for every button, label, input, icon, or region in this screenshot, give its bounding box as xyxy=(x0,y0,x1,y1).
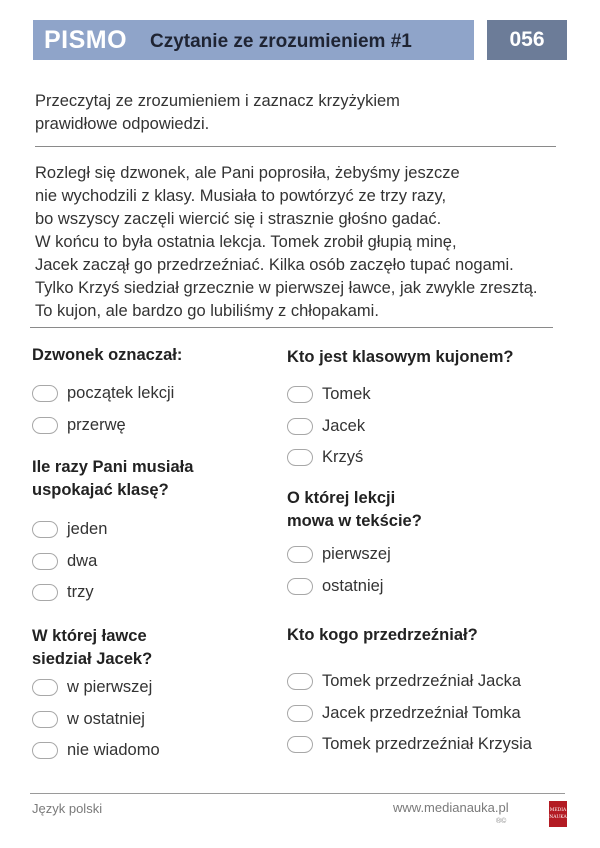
question-doorbell xyxy=(32,344,272,441)
answer-option[interactable] xyxy=(32,704,272,736)
answer-label: przerwę xyxy=(67,415,126,434)
answer-label: początek lekcji xyxy=(67,384,175,403)
answer-checkbox[interactable] xyxy=(287,673,313,690)
answer-checkbox[interactable] xyxy=(32,584,58,601)
answer-options xyxy=(32,378,272,441)
footer-subject: Język polski xyxy=(32,801,103,816)
answer-options xyxy=(287,539,567,602)
question-which-desk xyxy=(32,625,272,767)
question-title-line: uspokajać klasę? xyxy=(32,481,169,499)
answer-checkbox[interactable] xyxy=(32,417,58,434)
answer-option[interactable] xyxy=(32,514,272,546)
answer-options xyxy=(32,514,272,609)
answer-label: Jacek xyxy=(322,416,366,435)
answer-option[interactable] xyxy=(287,539,567,571)
answer-options xyxy=(287,379,567,474)
medianauka-logo xyxy=(549,801,567,827)
story-text xyxy=(35,162,575,323)
answer-options xyxy=(287,666,567,761)
logo-text-line: MEDIA xyxy=(549,808,567,813)
answer-label: w pierwszej xyxy=(67,678,153,697)
story-line: nie wychodzili z klasy. Musiała to powtórzyć ze trzy razy, xyxy=(35,187,447,205)
answer-checkbox[interactable] xyxy=(287,418,313,435)
story-line: bo wszyscy zaczęli wiercić się i strasznie głośno gadać. xyxy=(35,210,442,228)
answer-option[interactable] xyxy=(32,546,272,578)
story-line: Rozległ się dzwonek, ale Pani poprosiła, żebyśmy jeszcze xyxy=(35,164,460,182)
question-title xyxy=(287,487,567,533)
story-line: W końcu to była ostatnia lekcja. Tomek zrobił głupią minę, xyxy=(35,233,457,251)
answer-checkbox[interactable] xyxy=(287,546,313,563)
question-title-line: Kto kogo przedrzeźniał? xyxy=(287,626,478,644)
answer-label: Tomek przedrzeźniał Jacka xyxy=(322,672,521,691)
story-line: Jacek zaczął go przedrzeźniać. Kilka osób zaczęło tupać nogami. xyxy=(35,256,514,274)
answer-label: Tomek przedrzeźniał Krzysia xyxy=(322,735,532,754)
footer-registered-mark: ®© xyxy=(496,818,507,825)
answer-options xyxy=(32,672,272,767)
answer-option[interactable] xyxy=(287,698,567,730)
question-who-mocked-whom xyxy=(287,624,567,761)
question-title-line: O której lekcji xyxy=(287,489,396,507)
story-line: Tylko Krzyś siedział grzecznie w pierwszej ławce, jak zwykle zresztą. xyxy=(35,279,538,297)
question-title xyxy=(287,346,567,369)
header-bar xyxy=(33,20,474,60)
answer-label: Jacek przedrzeźniał Tomka xyxy=(322,703,521,722)
answer-option[interactable] xyxy=(287,666,567,698)
worksheet-number: 056 xyxy=(487,20,567,60)
footer-divider xyxy=(30,793,565,794)
answer-checkbox[interactable] xyxy=(32,742,58,759)
answer-option[interactable] xyxy=(287,442,567,474)
answer-checkbox[interactable] xyxy=(287,578,313,595)
answer-label: pierwszej xyxy=(322,545,391,564)
divider xyxy=(35,146,556,147)
question-title xyxy=(32,456,272,502)
answer-label: ostatniej xyxy=(322,576,384,595)
question-who-is-nerd xyxy=(287,346,567,474)
answer-option[interactable] xyxy=(287,379,567,411)
answer-checkbox[interactable] xyxy=(287,386,313,403)
story-line: To kujon, ale bardzo go lubiliśmy z chłopakami. xyxy=(35,302,379,320)
question-title-line: W której ławce xyxy=(32,627,147,645)
question-title xyxy=(32,344,272,367)
question-title-line: Kto jest klasowym kujonem? xyxy=(287,348,514,366)
subject-label: PISMO xyxy=(44,26,128,54)
answer-option[interactable] xyxy=(32,410,272,442)
instructions xyxy=(35,90,555,136)
answer-label: Krzyś xyxy=(322,448,364,467)
answer-checkbox[interactable] xyxy=(32,711,58,728)
answer-label: trzy xyxy=(67,583,94,602)
question-how-many-times xyxy=(32,456,272,609)
answer-option[interactable] xyxy=(287,571,567,603)
answer-label: nie wiadomo xyxy=(67,741,160,760)
question-title-line: siedział Jacek? xyxy=(32,650,153,668)
answer-label: Tomek xyxy=(322,385,371,404)
question-which-lesson xyxy=(287,487,567,602)
instructions-line: prawidłowe odpowiedzi. xyxy=(35,115,210,133)
answer-checkbox[interactable] xyxy=(287,736,313,753)
question-title-line: Dzwonek oznaczał: xyxy=(32,346,183,364)
question-title-line: mowa w tekście? xyxy=(287,512,422,530)
answer-option[interactable] xyxy=(287,411,567,443)
footer-url-link[interactable]: www.medianauka.pl xyxy=(393,800,509,815)
question-title xyxy=(32,625,272,671)
divider xyxy=(30,327,553,328)
answer-checkbox[interactable] xyxy=(287,705,313,722)
worksheet-title: Czytanie ze zrozumieniem #1 xyxy=(150,31,412,52)
question-title-line: Ile razy Pani musiała xyxy=(32,458,194,476)
answer-option[interactable] xyxy=(32,378,272,410)
logo-text-line: NAUKA xyxy=(549,815,567,820)
answer-checkbox[interactable] xyxy=(32,521,58,538)
answer-checkbox[interactable] xyxy=(287,449,313,466)
answer-label: dwa xyxy=(67,551,98,570)
answer-option[interactable] xyxy=(287,729,567,761)
answer-label: jeden xyxy=(67,520,108,539)
instructions-line: Przeczytaj ze zrozumieniem i zaznacz krzyżykiem xyxy=(35,92,400,110)
answer-checkbox[interactable] xyxy=(32,553,58,570)
answer-option[interactable] xyxy=(32,577,272,609)
answer-checkbox[interactable] xyxy=(32,679,58,696)
answer-checkbox[interactable] xyxy=(32,385,58,402)
answer-option[interactable] xyxy=(32,672,272,704)
question-title xyxy=(287,624,567,647)
answer-option[interactable] xyxy=(32,735,272,767)
answer-label: w ostatniej xyxy=(67,709,145,728)
